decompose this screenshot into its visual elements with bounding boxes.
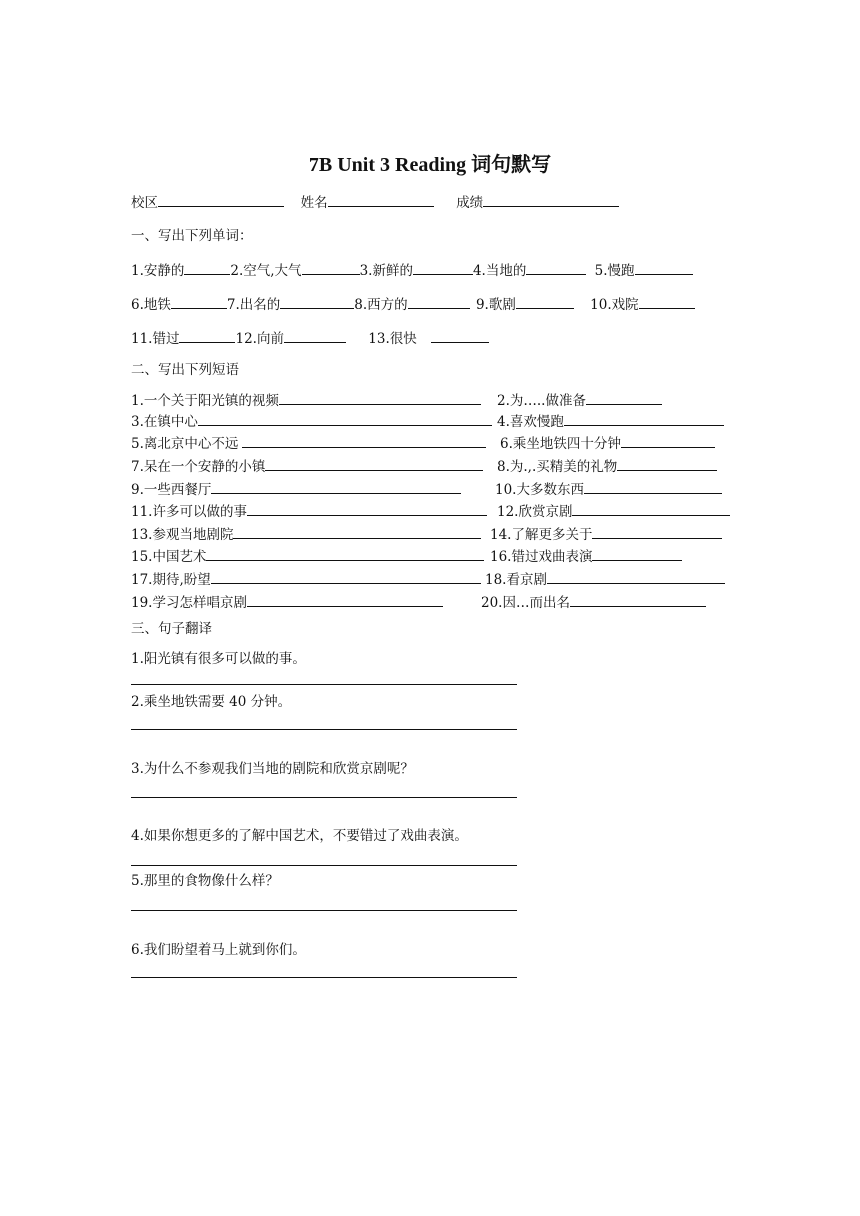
sentence-prompt-6: 6.我们盼望着马上就到你们。 [131,942,306,958]
phrase-item: 10.大多数东西 [495,479,722,499]
phrase-item: 15.中国艺术 [131,546,484,566]
word-row-2 [131,294,695,314]
phrase-blank[interactable] [621,433,715,448]
phrase-blank[interactable] [198,411,492,426]
phrase-blank[interactable] [592,524,722,539]
sentence-answer-line-4[interactable] [131,865,517,866]
phrase-blank[interactable] [206,546,484,561]
word-prompt: 3.新鲜的 [359,263,413,279]
word-blank[interactable] [179,328,235,343]
score-label: 成绩 [456,195,484,211]
phrase-item: 11.许多可以做的事 [131,501,487,521]
phrase-item: 16.错过戏曲表演 [490,546,682,566]
word-prompt: 4.当地的 [472,263,527,279]
word-prompt: 8.西方的 [354,297,408,313]
name-label: 姓名 [300,195,328,211]
school-label: 校区 [131,195,158,211]
word-blank[interactable] [280,294,354,309]
word-blank[interactable] [171,294,227,309]
sentence-prompt-4: 4.如果你想更多的了解中国艺术，不要错过了戏曲表演。 [131,828,468,844]
phrase-blank[interactable] [233,524,481,539]
word-prompt: 6.地铁 [131,297,171,313]
phrase-item: 18.看京剧 [485,569,725,589]
phrase-blank[interactable] [564,411,724,426]
word-blank[interactable] [639,294,695,309]
phrase-item: 5.离北京中心不远 [131,433,486,453]
word-prompt: 13.很快 [368,331,417,347]
word-prompt: 7.出名的 [226,297,281,313]
sentence-answer-line-6[interactable] [131,977,517,978]
word-row-1 [131,260,693,280]
word-blank[interactable] [184,260,230,275]
sentence-prompt-5: 5.那里的食物像什么样？ [131,873,279,889]
phrase-blank[interactable] [211,569,481,584]
phrase-item: 9.一些西餐厅 [131,479,461,499]
word-row-3 [131,328,489,348]
phrase-item: 20.因…而出名 [481,592,706,612]
word-blank[interactable] [526,260,586,275]
phrase-blank[interactable] [617,456,717,471]
phrase-item: 17.期待,盼望 [131,569,481,589]
phrase-blank[interactable] [242,433,486,448]
sentence-prompt-2: 2.乘坐地铁需要 40 分钟。 [131,694,292,710]
word-prompt: 9.歌剧 [475,297,516,313]
sentence-prompt-1: 1.阳光镇有很多可以做的事。 [131,651,306,667]
phrase-item: 12.欣赏京剧 [497,501,730,521]
word-prompt: 2.空气,大气 [230,263,302,279]
section1-heading: 一、写出下列单词： [131,228,253,244]
phrase-item: 3.在镇中心 [131,411,492,431]
word-blank[interactable] [302,260,360,275]
name-blank[interactable] [328,192,434,207]
phrase-blank[interactable] [586,390,662,405]
word-prompt: 11.错过 [131,331,180,347]
header-row [131,192,619,212]
phrase-item: 8.为.,.买精美的礼物 [497,456,717,476]
word-blank[interactable] [516,294,574,309]
phrase-blank[interactable] [570,592,706,607]
sentence-answer-line-2[interactable] [131,729,517,730]
word-prompt: 12.向前 [235,331,284,347]
phrase-item: 14.了解更多关于 [490,524,722,544]
sentence-answer-line-1[interactable] [131,684,517,685]
word-prompt: 5.慢跑 [594,263,635,279]
phrase-blank[interactable] [584,479,722,494]
worksheet-title: 7B Unit 3 Reading 词句默写 [308,154,552,176]
word-blank[interactable] [413,260,473,275]
word-blank[interactable] [284,328,346,343]
school-blank[interactable] [158,192,284,207]
sentence-answer-line-3[interactable] [131,797,517,798]
phrase-blank[interactable] [572,501,730,516]
phrase-item: 7.呆在一个安静的小镇 [131,456,483,476]
word-prompt: 1.安静的 [131,263,185,279]
word-blank[interactable] [408,294,470,309]
phrase-item: 1.一个关于阳光镇的视频 [131,390,481,410]
sentence-prompt-3: 3.为什么不参观我们当地的剧院和欣赏京剧呢？ [131,761,414,777]
phrase-item: 19.学习怎样唱京剧 [131,592,443,612]
phrase-blank[interactable] [247,592,443,607]
phrase-blank[interactable] [547,569,725,584]
sentence-answer-line-5[interactable] [131,910,517,911]
word-blank[interactable] [635,260,693,275]
phrase-item: 6.乘坐地铁四十分钟 [500,433,715,453]
phrase-blank[interactable] [279,390,481,405]
phrase-blank[interactable] [211,479,461,494]
section2-heading: 二、写出下列短语 [131,362,239,378]
score-blank[interactable] [483,192,619,207]
phrase-item: 4.喜欢慢跑 [497,411,724,431]
word-blank[interactable] [431,328,489,343]
phrase-blank[interactable] [592,546,682,561]
phrase-blank[interactable] [247,501,487,516]
word-prompt: 10.戏院 [590,297,639,313]
phrase-item: 13.参观当地剧院 [131,524,481,544]
phrase-blank[interactable] [265,456,483,471]
section3-heading: 三、句子翻译 [131,621,212,637]
phrase-item: 2.为…..做准备 [497,390,662,410]
